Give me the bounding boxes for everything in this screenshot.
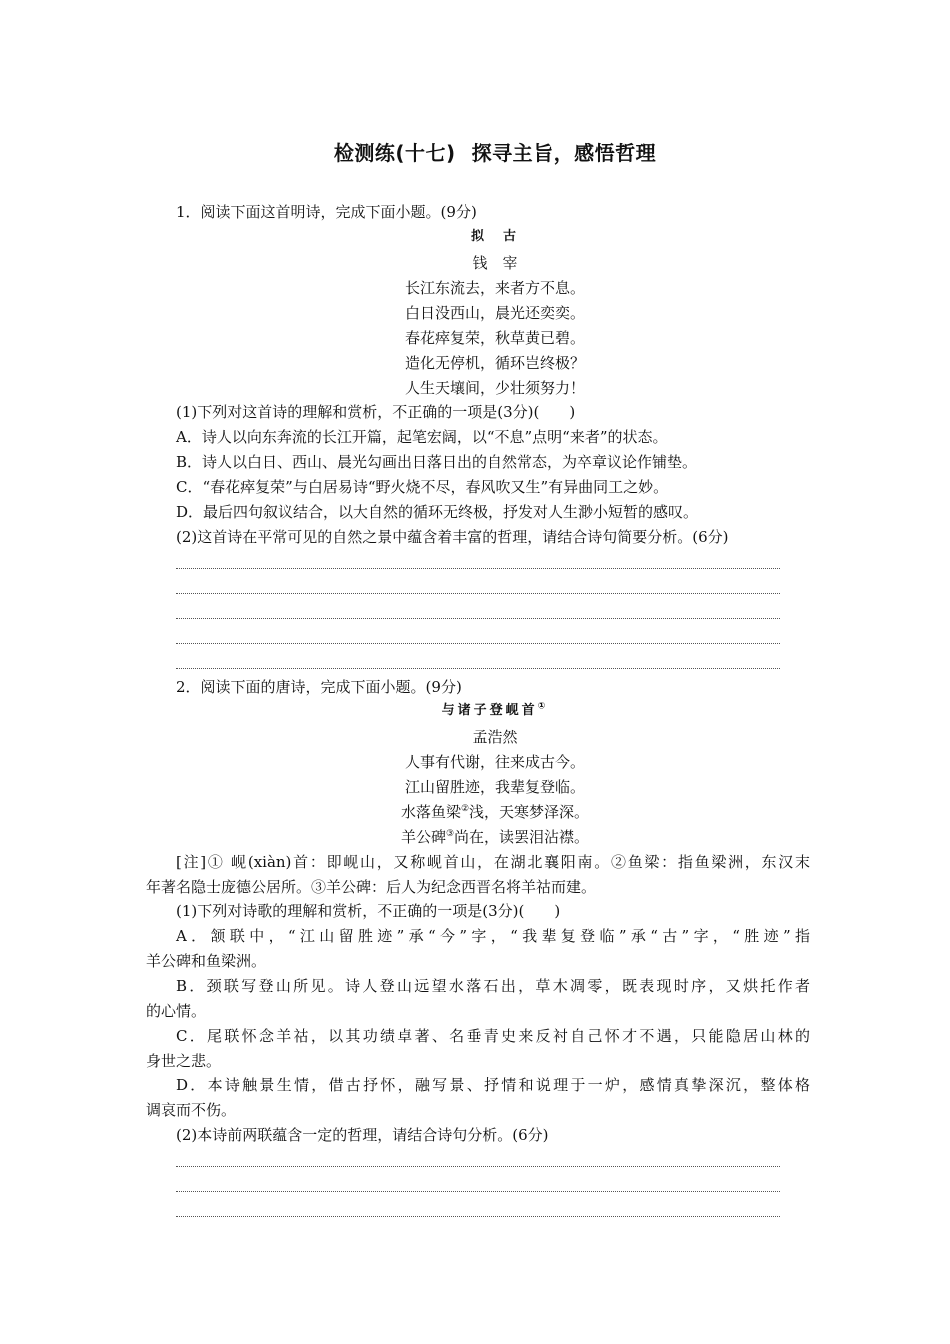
q1-option-b[interactable]: B．诗人以白日、西山、晨光勾画出日落日出的自然常态，为卒章议论作铺垫。 — [176, 453, 698, 471]
q2-poem-line-3 — [0, 802, 950, 822]
q1-sub1: (1)下列对这首诗的理解和赏析，不正确的一项是(3分)( ) — [176, 403, 576, 421]
q1-answer-line-2[interactable] — [176, 593, 780, 594]
q2-option-a-line-2[interactable]: 羊公碑和鱼梁洲。 — [146, 952, 267, 970]
q2-answer-line-2[interactable] — [176, 1191, 780, 1192]
q2-sub1: (1)下列对诗歌的理解和赏析，不正确的一项是(3分)( ) — [176, 902, 561, 920]
q1-answer-line-3[interactable] — [176, 618, 780, 619]
q2-poem-line-4 — [0, 827, 950, 847]
q1-poem-line-5: 人生天壤间，少壮须努力！ — [404, 379, 585, 397]
q2-option-d-line-2[interactable]: 调哀而不伤。 — [146, 1101, 237, 1119]
q1-option-a[interactable]: A．诗人以向东奔流的长江开篇，起笔宏阔，以“不息”点明“来者”的状态。 — [176, 428, 668, 446]
q2-line-4-text-a: 羊公碑 — [400, 828, 446, 846]
q2-poem-title-text: 与诸子登岘首 — [441, 703, 538, 718]
q1-poem-line-4: 造化无停机，循环岂终极？ — [404, 354, 585, 372]
q1-answer-line-5[interactable] — [176, 668, 780, 669]
q1-poem-author: 钱 宰 — [472, 254, 518, 272]
page-title — [0, 137, 950, 166]
q2-option-c-line-2[interactable]: 身世之悲。 — [146, 1052, 222, 1070]
q2-line-3-text-a: 水落鱼梁 — [400, 803, 461, 821]
q2-poem-title-note: ① — [537, 701, 549, 712]
q1-option-c[interactable]: C．“春花瘁复荣”与白居易诗“野火烧不尽，春风吹又生”有异曲同工之妙。 — [176, 478, 669, 496]
q2-option-b-line-1[interactable]: B．颈联写登山所见。诗人登山远望水落石出，草木凋零，既表现时序，又烘托作者 — [176, 977, 810, 995]
q1-poem-line-2: 白日没西山，晨光还奕奕。 — [404, 304, 585, 322]
q2-prompt: 2．阅读下面的唐诗，完成下面小题。(9分) — [176, 678, 462, 696]
q2-answer-line-1[interactable] — [176, 1166, 780, 1167]
q2-line-1-text: 人事有代谢，往来成古今。 — [404, 753, 585, 771]
q1-sub2: (2)这首诗在平常可见的自然之景中蕴含着丰富的哲理，请结合诗句简要分析。(6分) — [176, 528, 729, 546]
q2-option-a-line-1[interactable]: A．颔联中，“江山留胜迹”承“今”字，“我辈复登临”承“古”字，“胜迹”指 — [176, 927, 810, 945]
q2-line-3-text-b: 浅，天寒梦泽深。 — [469, 803, 590, 821]
q2-note-line-1: [注]① 岘(xiàn)首：即岘山，又称岘首山，在湖北襄阳南。②鱼梁：指鱼梁洲，东汉末 — [176, 853, 810, 871]
q2-line-3-note: ② — [460, 804, 470, 814]
q2-poem-line-1 — [0, 752, 950, 772]
title-part1: 检测练(十七) — [333, 141, 456, 165]
q2-option-b-line-2[interactable]: 的心情。 — [146, 1002, 207, 1020]
q2-line-4-note: ③ — [445, 829, 455, 839]
q2-note-line-2: 年著名隐士庞德公居所。③羊公碑：后人为纪念西晋名将羊祜而建。 — [146, 878, 597, 896]
q2-answer-line-3[interactable] — [176, 1216, 780, 1217]
q1-prompt: 1．阅读下面这首明诗，完成下面小题。(9分) — [176, 203, 477, 221]
q1-poem-line-3: 春花瘁复荣，秋草黄已碧。 — [404, 329, 585, 347]
q1-answer-line-1[interactable] — [176, 568, 780, 569]
q2-poem-title — [0, 701, 950, 721]
q1-poem-line-1: 长江东流去，来者方不息。 — [404, 279, 585, 297]
q2-option-c-line-1[interactable]: C．尾联怀念羊祜，以其功绩卓著、名垂青史来反衬自己怀才不遇，只能隐居山林的 — [176, 1027, 810, 1045]
q2-line-2-text: 江山留胜迹，我辈复登临。 — [404, 778, 585, 796]
q1-option-d[interactable]: D．最后四句叙议结合，以大自然的循环无终极，抒发对人生渺小短暂的感叹。 — [176, 503, 699, 521]
q2-poem-line-2 — [0, 777, 950, 797]
title-part2: 探寻主旨，感悟哲理 — [471, 141, 657, 165]
q2-poem-author: 孟浩然 — [472, 728, 518, 746]
q1-answer-line-4[interactable] — [176, 643, 780, 644]
q2-option-d-line-1[interactable]: D．本诗触景生情，借古抒怀，融写景、抒情和说理于一炉，感情真挚深沉，整体格 — [176, 1076, 810, 1094]
q2-line-4-text-b: 尚在，读罢泪沾襟。 — [454, 828, 590, 846]
q1-poem-title: 拟 古 — [470, 229, 519, 244]
q2-sub2: (2)本诗前两联蕴含一定的哲理，请结合诗句分析。(6分) — [176, 1126, 549, 1144]
